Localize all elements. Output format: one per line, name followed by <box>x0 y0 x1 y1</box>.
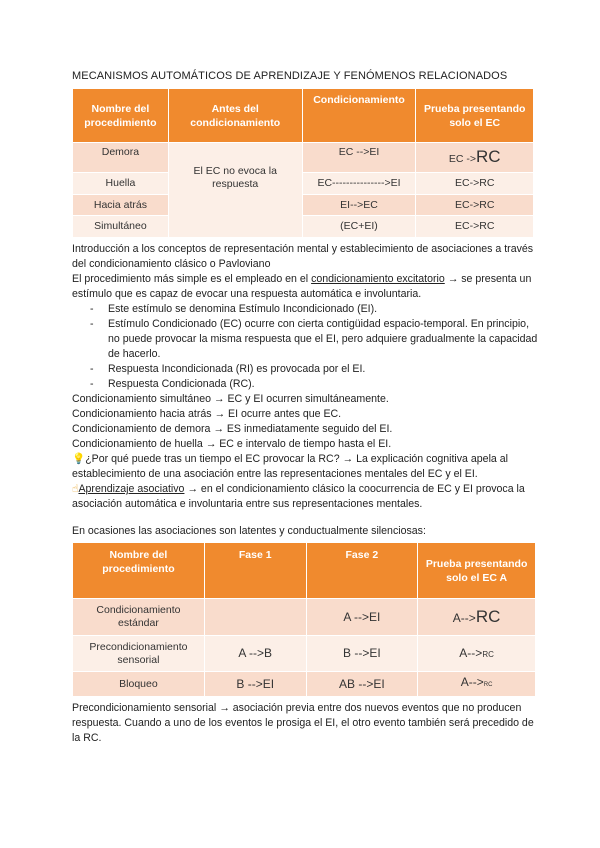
procedures-table <box>72 88 534 238</box>
conditioning-cell: EC -->EI <box>302 143 416 173</box>
latent-paragraph: En ocasiones las asociaciones son latentes y conductualmente silenciosas: <box>72 525 426 537</box>
conditioning-cell: (EC+EI) <box>302 216 416 238</box>
test-cell <box>416 143 534 173</box>
phase1-cell: A -->B <box>204 636 306 672</box>
procedure-name: Precondicionamiento sensorial <box>73 636 205 672</box>
phase2-cell: B -->EI <box>306 636 418 672</box>
before-conditioning-cell <box>168 143 302 238</box>
procedure-name: Demora <box>73 143 169 173</box>
body-text <box>72 242 542 539</box>
header-cell: Prueba presentando solo el EC A <box>418 543 536 599</box>
definition-line: Condicionamiento hacia atrás → EI ocurre antes que EC. <box>72 408 342 420</box>
document-title: MECANISMOS AUTOMÁTICOS DE APRENDIZAJE Y FENÓMENOS RELACIONADOS <box>72 70 508 82</box>
test-cell-rc: RC <box>476 146 501 166</box>
intro-paragraph: Introducción a los conceptos de representación mental y establecimiento de asociaciones a través del condicionamiento clásico o Pavloviano <box>72 243 534 270</box>
excitatory-link[interactable]: condicionamiento excitatorio <box>311 273 445 285</box>
conditioning-cell: EC--------------->EI <box>302 173 416 195</box>
table-row <box>73 173 534 195</box>
phase1-cell <box>204 599 306 636</box>
table-header-row <box>73 89 534 143</box>
table-row <box>73 195 534 216</box>
test-cell: A-->RC <box>418 599 536 636</box>
header-cell: Nombre del procedimiento <box>73 543 205 599</box>
closing-paragraph: Precondicionamiento sensorial → asociación previa entre dos nuevos eventos que no producen respuesta. Cuando a uno de los eventos le prosiga el EI, el otro evento también será precedido de la RC. <box>72 702 534 744</box>
header-cell: Nombre del procedimiento <box>73 89 169 143</box>
definition-line: Condicionamiento de huella → EC e intervalo de tiempo hasta el EI. <box>72 438 392 450</box>
lightbulb-icon: 💡 <box>72 453 86 465</box>
table-row <box>73 216 534 238</box>
definition-line: Condicionamiento simultáneo → EC y EI ocurren simultáneamente. <box>72 393 389 405</box>
procedure-name: Simultáneo <box>73 216 169 238</box>
associative-learning-link[interactable]: Aprendizaje asociativo <box>78 483 185 495</box>
table-header-row <box>73 543 536 599</box>
excitatory-paragraph: El procedimiento más simple es el empleado en el condicionamiento excitatorio → se presenta un estímulo que es capaz de evocar una respuesta automática e involuntaria. <box>72 273 532 300</box>
table-row <box>73 672 536 697</box>
header-cell: Prueba presentando solo el EC <box>416 89 534 143</box>
test-cell: EC->RC <box>416 173 534 195</box>
phase2-cell: A -->EI <box>306 599 418 636</box>
test-cell: EC->RC <box>416 216 534 238</box>
list-item: - Respuesta Condicionada (RC). <box>72 377 542 392</box>
procedure-name: Bloqueo <box>73 672 205 697</box>
procedure-name: Huella <box>73 173 169 195</box>
phases-table <box>72 542 536 697</box>
table-row <box>73 599 536 636</box>
header-cell: Antes del condicionamiento <box>168 89 302 143</box>
list-item: - Respuesta Incondicionada (RI) es provocada por el EI. <box>72 362 542 377</box>
associative-paragraph: ☝Aprendizaje asociativo → en el condicionamiento clásico la coocurrencia de EC y EI provoca la asociación automática e involuntaria entre sus representaciones mentales. <box>72 483 525 510</box>
question-paragraph: 💡¿Por qué puede tras un tiempo el EC provocar la RC? → La explicación cognitiva apela al establecimiento de una asociación entre las representaciones mentales del EC y el EI. <box>72 453 509 480</box>
test-cell: EC->RC <box>416 195 534 216</box>
definition-line: Condicionamiento de demora → ES inmediatamente seguido del EI. <box>72 423 393 435</box>
list-item: - Estímulo Condicionado (EC) ocurre con cierta contigüidad espacio-temporal. En principio, no puede provocar la misma respuesta que el EI, pero adquiere gradualmente la capacidad de hacerlo. <box>72 317 542 362</box>
before-conditioning-text: El EC no evoca la respuesta <box>193 165 277 190</box>
header-cell: Condicionamiento <box>302 89 416 143</box>
test-cell-prefix: EC -> <box>448 152 476 165</box>
header-cell: Fase 1 <box>204 543 306 599</box>
test-cell: A-->RC <box>418 636 536 672</box>
conditioning-cell: EI-->EC <box>302 195 416 216</box>
procedure-name: Hacia atrás <box>73 195 169 216</box>
table-row <box>73 143 534 173</box>
procedure-name: Condicionamiento estándar <box>73 599 205 636</box>
phase2-cell: AB -->EI <box>306 672 418 697</box>
pointing-hand-icon: ☝ <box>72 483 79 495</box>
test-cell: A-->RC <box>418 672 536 697</box>
header-cell: Fase 2 <box>306 543 418 599</box>
phase1-cell: B -->EI <box>204 672 306 697</box>
table-row <box>73 636 536 672</box>
list-item: - Este estímulo se denomina Estímulo Incondicionado (EI). <box>72 302 542 317</box>
